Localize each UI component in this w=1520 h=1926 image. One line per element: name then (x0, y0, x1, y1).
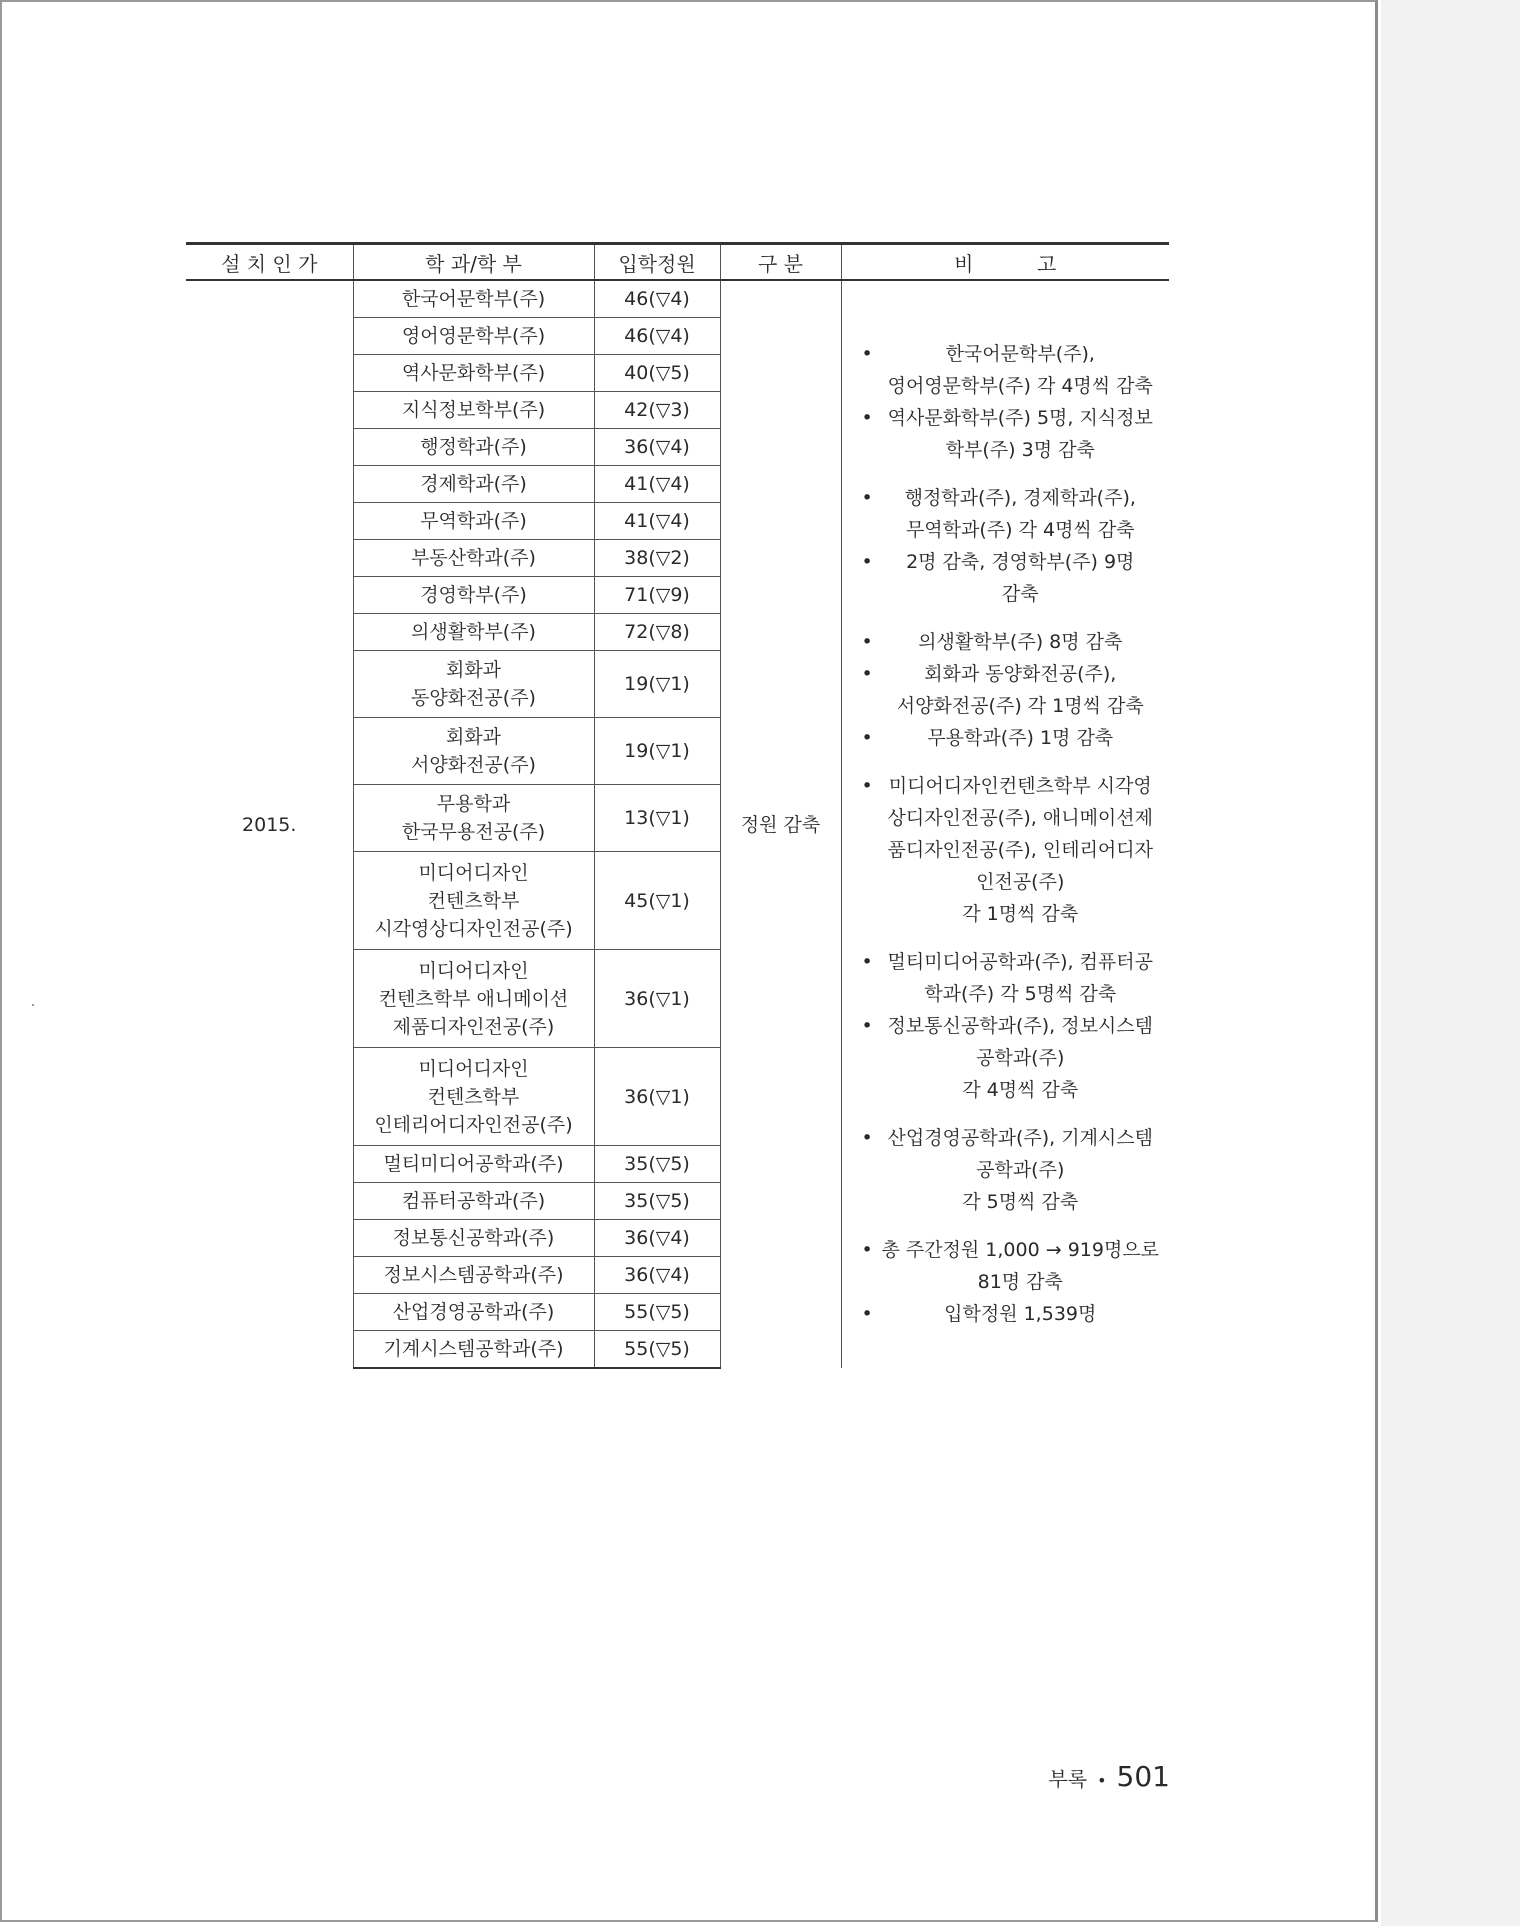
department-name-line: 컨텐츠학부 (427, 1085, 520, 1108)
department-name-line: 회화과 (445, 726, 502, 748)
quota-cell: 72(▽8) (594, 614, 720, 651)
quota-cell: 55(▽5) (594, 1331, 720, 1369)
department-cell (353, 1220, 594, 1257)
quota-cell: 55(▽5) (594, 1294, 720, 1331)
header-department: 학 과/학 부 (353, 244, 594, 281)
remark-group (862, 1234, 1162, 1330)
department-cell (353, 503, 594, 540)
department-cell (353, 950, 594, 1048)
remark-group (862, 770, 1162, 930)
department-name-line: 제품디자인전공(주) (392, 1015, 555, 1038)
remark-text-line: 각 1명씩 감축 (962, 902, 1079, 925)
department-name-line: 멀티미디어공학과(주) (383, 1153, 564, 1175)
quota-cell: 41(▽4) (594, 503, 720, 540)
quota-cell: 35(▽5) (594, 1183, 720, 1220)
remark-text-line: 81명 감축 (977, 1270, 1063, 1293)
department-name-line: 무용학과 (436, 793, 511, 815)
bullet-marker: • (861, 950, 873, 973)
department-cell (353, 1146, 594, 1183)
department-name-line: 역사문화학부(주) (401, 362, 546, 384)
bullet-marker: • (861, 662, 873, 685)
department-name-line: 무역학과(주) (420, 510, 527, 532)
department-name-line: 컨텐츠학부 (427, 889, 520, 912)
remark-group (862, 482, 1162, 610)
department-name-line: 영어영문학부(주) (401, 325, 546, 347)
department-name-line: 정보통신공학과(주) (392, 1227, 555, 1249)
department-name-line: 경영학부(주) (420, 584, 527, 606)
remark-text-line: 영어영문학부(주) 각 4명씩 감축 (887, 374, 1153, 397)
bullet-marker: • (861, 1238, 873, 1261)
remarks-cell (841, 280, 1169, 1368)
bullet-marker: • (861, 774, 873, 797)
header-approval: 설 치 인 가 (186, 244, 353, 281)
table-body (186, 280, 1169, 1368)
department-name-line: 미디어디자인 (418, 861, 529, 884)
department-name-line: 시각영상디자인전공(주) (374, 917, 573, 940)
department-name-line: 정보시스템공학과(주) (383, 1264, 564, 1286)
quota-cell: 36(▽1) (594, 1048, 720, 1146)
table-header-row (186, 244, 1169, 281)
remark-text-line: 감축 (1001, 582, 1039, 605)
header-category: 구 분 (720, 244, 841, 281)
quota-cell: 42(▽3) (594, 392, 720, 429)
quota-cell: 13(▽1) (594, 785, 720, 852)
department-name-line: 인테리어디자인전공(주) (374, 1113, 573, 1136)
quota-cell: 38(▽2) (594, 540, 720, 577)
bullet-marker: • (861, 550, 873, 573)
department-cell (353, 429, 594, 466)
department-cell (353, 318, 594, 355)
bullet-marker: • (861, 1302, 873, 1325)
department-cell (353, 466, 594, 503)
department-cell (353, 1331, 594, 1369)
remark-item (862, 770, 1162, 930)
remark-text-line: 인전공(주) (976, 870, 1065, 893)
quota-cell: 36(▽4) (594, 429, 720, 466)
department-cell (353, 718, 594, 785)
header-remarks: 비 고 (841, 244, 1169, 281)
department-name-line: 기계시스템공학과(주) (383, 1338, 564, 1360)
department-cell (353, 1294, 594, 1331)
quota-cell: 35(▽5) (594, 1146, 720, 1183)
remark-item (862, 1010, 1162, 1106)
quota-cell: 46(▽4) (594, 318, 720, 355)
bullet-marker: • (861, 726, 873, 749)
quota-cell: 40(▽5) (594, 355, 720, 392)
remark-item (862, 338, 1162, 402)
remark-group (862, 946, 1162, 1106)
remark-text-line: 의생활학부(주) 8명 감축 (918, 630, 1123, 653)
remark-text-line: 산업경영공학과(주), 기계시스템 (887, 1126, 1153, 1149)
remark-text-line: 학과(주) 각 5명씩 감축 (924, 982, 1117, 1005)
remark-text-line: 한국어문학부(주), (945, 342, 1095, 365)
department-name-line: 의생활학부(주) (411, 621, 536, 643)
remark-group (862, 1122, 1162, 1218)
department-cell (353, 280, 594, 318)
department-name-line: 경제학과(주) (420, 473, 527, 495)
department-name-line: 미디어디자인 (418, 1057, 529, 1080)
remark-text-line: 정보통신공학과(주), 정보시스템 (887, 1014, 1153, 1037)
department-name-line: 동양화전공(주) (411, 687, 536, 709)
bullet-marker: • (861, 486, 873, 509)
quota-cell: 19(▽1) (594, 718, 720, 785)
viewer-background (1381, 0, 1520, 1926)
remark-group (862, 338, 1162, 466)
enrollment-quota-table (186, 242, 1169, 1369)
department-cell (353, 614, 594, 651)
remark-item (862, 402, 1162, 466)
remark-item (862, 482, 1162, 546)
remark-item (862, 546, 1162, 610)
remark-item (862, 722, 1162, 754)
remark-text-line: 멀티미디어공학과(주), 컴퓨터공 (887, 950, 1153, 973)
department-cell (353, 1048, 594, 1146)
footer-separator: • (1097, 1771, 1107, 1790)
department-cell (353, 577, 594, 614)
department-cell (353, 355, 594, 392)
header-quota: 입학정원 (594, 244, 720, 281)
department-name-line: 컨텐츠학부 애니메이션 (378, 987, 569, 1010)
remark-text-line: 상디자인전공(주), 애니메이션제 (887, 806, 1153, 829)
remark-text-line: 2명 감축, 경영학부(주) 9명 (906, 550, 1135, 573)
department-name-line: 지식정보학부(주) (401, 399, 546, 421)
remark-text-line: 공학과(주) (976, 1046, 1065, 1069)
department-name-line: 회화과 (445, 659, 502, 681)
bullet-marker: • (861, 1014, 873, 1037)
remark-text-line: 서양화전공(주) 각 1명씩 감축 (896, 694, 1144, 717)
remark-item (862, 626, 1162, 658)
department-cell (353, 540, 594, 577)
department-name-line: 한국어문학부(주) (401, 288, 546, 310)
department-name-line: 산업경영공학과(주) (392, 1301, 555, 1323)
remark-text-line: 회화과 동양화전공(주), (924, 662, 1117, 685)
approval-year-cell: 2015. (242, 813, 297, 836)
page-footer (1048, 1760, 1170, 1793)
remark-text-line: 학부(주) 3명 감축 (945, 438, 1095, 461)
remark-text-line: 무역학과(주) 각 4명씩 감축 (905, 518, 1135, 541)
remark-group (862, 626, 1162, 754)
department-cell (353, 651, 594, 718)
bullet-marker: • (861, 630, 873, 653)
remark-text-line: 무용학과(주) 1명 감축 (927, 726, 1114, 749)
remark-text-line: 각 5명씩 감축 (962, 1190, 1079, 1213)
department-name-line: 부동산학과(주) (411, 547, 536, 569)
quota-cell: 36(▽4) (594, 1257, 720, 1294)
department-cell (353, 852, 594, 950)
quota-cell: 19(▽1) (594, 651, 720, 718)
remark-item (862, 946, 1162, 1010)
bullet-marker: • (861, 1126, 873, 1149)
remark-item (862, 658, 1162, 722)
remark-item (862, 1122, 1162, 1218)
remark-item (862, 1298, 1162, 1330)
page-number: 501 (1116, 1760, 1170, 1793)
remark-text-line: 총 주간정원 1,000 → 919명으로 (881, 1238, 1160, 1261)
remark-text-line: 미디어디자인컨텐츠학부 시각영 (888, 774, 1152, 797)
bullet-marker: • (861, 406, 873, 429)
remark-text-line: 공학과(주) (976, 1158, 1065, 1181)
remarks-notes (842, 304, 1170, 1330)
department-name-line: 컴퓨터공학과(주) (401, 1190, 546, 1212)
footer-section: 부록 (1048, 1767, 1088, 1791)
department-name-line: 행정학과(주) (420, 436, 527, 458)
quota-cell: 71(▽9) (594, 577, 720, 614)
bullet-marker: • (861, 342, 873, 365)
scan-speck (32, 1004, 34, 1006)
quota-cell: 36(▽1) (594, 950, 720, 1048)
remark-text-line: 각 4명씩 감축 (962, 1078, 1079, 1101)
department-name-line: 서양화전공(주) (411, 754, 536, 776)
department-name-line: 한국무용전공(주) (401, 821, 546, 843)
department-cell (353, 785, 594, 852)
remark-text-line: 행정학과(주), 경제학과(주), (904, 486, 1136, 509)
remark-text-line: 품디자인전공(주), 인테리어디자 (887, 838, 1153, 861)
quota-cell: 46(▽4) (594, 280, 720, 318)
department-name-line: 미디어디자인 (418, 959, 529, 982)
department-cell (353, 1257, 594, 1294)
department-cell (353, 392, 594, 429)
category-cell: 정원 감축 (720, 280, 841, 1368)
department-cell (353, 1183, 594, 1220)
remark-item (862, 1234, 1162, 1298)
quota-cell: 45(▽1) (594, 852, 720, 950)
quota-cell: 41(▽4) (594, 466, 720, 503)
remark-text-line: 역사문화학부(주) 5명, 지식정보 (887, 406, 1153, 429)
table-row (186, 280, 1169, 318)
quota-cell: 36(▽4) (594, 1220, 720, 1257)
remark-text-line: 입학정원 1,539명 (944, 1302, 1097, 1325)
